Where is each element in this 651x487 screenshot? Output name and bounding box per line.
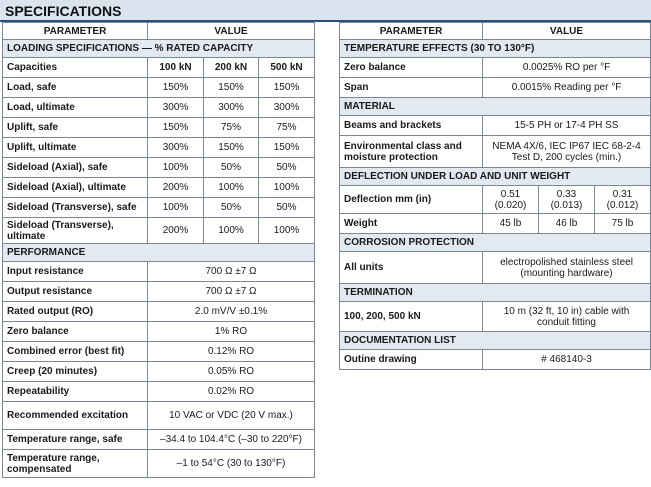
- row-label: Weight: [340, 214, 483, 234]
- page-title: SPECIFICATIONS: [0, 0, 651, 22]
- cell-value: 50%: [259, 158, 315, 178]
- table-row: [3, 58, 315, 78]
- table-row: [3, 262, 315, 282]
- row-label: Sideload (Axial), ultimate: [3, 178, 148, 198]
- row-label: Rated output (RO): [3, 302, 148, 322]
- cell-value: 700 Ω ±7 Ω: [148, 282, 315, 302]
- cell-value: 150%: [148, 78, 204, 98]
- cell-value: electropolished stainless steel (mounting hardware): [483, 252, 651, 284]
- cell-value: 1% RO: [148, 322, 315, 342]
- row-label: Zero balance: [3, 322, 148, 342]
- table-row: [3, 198, 315, 218]
- table-row: [340, 116, 651, 136]
- row-label: 100, 200, 500 kN: [340, 302, 483, 332]
- cell-value: –34.4 to 104.4°C (–30 to 220°F): [148, 430, 315, 450]
- table-row: [340, 186, 651, 214]
- cell-value: 150%: [259, 138, 315, 158]
- table-row: [3, 322, 315, 342]
- cell-value: 2.0 mV/V ±0.1%: [148, 302, 315, 322]
- table-row: [3, 362, 315, 382]
- cell-value: 100%: [148, 158, 204, 178]
- section-row: [3, 244, 315, 262]
- row-label: Output resistance: [3, 282, 148, 302]
- row-label: Uplift, ultimate: [3, 138, 148, 158]
- capacities-label: Capacities: [3, 58, 148, 78]
- table-row: [340, 78, 651, 98]
- cell-value: 50%: [259, 198, 315, 218]
- row-label: Beams and brackets: [340, 116, 483, 136]
- cell-value: 46 lb: [539, 214, 595, 234]
- row-label: Zero balance: [340, 58, 483, 78]
- cell-value: 100%: [259, 178, 315, 198]
- header-parameter: PARAMETER: [3, 23, 148, 40]
- row-label: Combined error (best fit): [3, 342, 148, 362]
- section-material: MATERIAL: [340, 98, 651, 116]
- cell-value: 150%: [204, 78, 259, 98]
- row-label: Deflection mm (in): [340, 186, 483, 214]
- cell-value: 15-5 PH or 17-4 PH SS: [483, 116, 651, 136]
- section-documentation: DOCUMENTATION LIST: [340, 332, 651, 350]
- row-label: Sideload (Transverse), safe: [3, 198, 148, 218]
- table-header-row: [3, 23, 315, 40]
- table-row: [3, 282, 315, 302]
- row-label: Sideload (Transverse), ultimate: [3, 218, 148, 244]
- section-row: [3, 40, 315, 58]
- table-row: [3, 178, 315, 198]
- cell-value: 150%: [204, 138, 259, 158]
- cell-value: 700 Ω ±7 Ω: [148, 262, 315, 282]
- row-label: Recommended excitation: [3, 402, 148, 430]
- header-value: VALUE: [483, 23, 651, 40]
- table-row: [340, 136, 651, 168]
- section-corrosion: CORROSION PROTECTION: [340, 234, 651, 252]
- cell-value: 150%: [148, 118, 204, 138]
- cell-value: NEMA 4X/6, IEC IP67 IEC 68-2-4 Test D, 200 cycles (min.): [483, 136, 651, 168]
- row-label: Load, ultimate: [3, 98, 148, 118]
- table-row: [3, 342, 315, 362]
- capacity-100: 100 kN: [148, 58, 204, 78]
- table-row: [3, 158, 315, 178]
- table-row: [3, 98, 315, 118]
- cell-value: 0.02% RO: [148, 382, 315, 402]
- section-row: [340, 284, 651, 302]
- table-row: [3, 382, 315, 402]
- table-row: [3, 138, 315, 158]
- table-row: [3, 218, 315, 244]
- row-label: Uplift, safe: [3, 118, 148, 138]
- cell-value: 100%: [148, 198, 204, 218]
- section-deflection: DEFLECTION UNDER LOAD AND UNIT WEIGHT: [340, 168, 651, 186]
- cell-value: 300%: [148, 98, 204, 118]
- cell-value: 100%: [204, 218, 259, 244]
- cell-value: 75%: [204, 118, 259, 138]
- cell-value: 300%: [204, 98, 259, 118]
- row-label: All units: [340, 252, 483, 284]
- row-label: Span: [340, 78, 483, 98]
- cell-value: 0.31 (0.012): [595, 186, 651, 214]
- cell-value: 10 m (32 ft, 10 in) cable with conduit fitting: [483, 302, 651, 332]
- table-row: [3, 450, 315, 478]
- row-label: Temperature range, safe: [3, 430, 148, 450]
- cell-value: 150%: [259, 78, 315, 98]
- cell-value: # 468140-3: [483, 350, 651, 370]
- left-spec-table: [2, 22, 315, 478]
- cell-value: 45 lb: [483, 214, 539, 234]
- table-row: [340, 302, 651, 332]
- table-row: [3, 402, 315, 430]
- table-row: [3, 78, 315, 98]
- cell-value: 200%: [148, 218, 204, 244]
- cell-value: 200%: [148, 178, 204, 198]
- section-row: [340, 168, 651, 186]
- cell-value: 75 lb: [595, 214, 651, 234]
- section-temperature-effects: TEMPERATURE EFFECTS (30 TO 130°F): [340, 40, 651, 58]
- section-row: [340, 98, 651, 116]
- header-parameter: PARAMETER: [340, 23, 483, 40]
- table-row: [340, 350, 651, 370]
- section-performance: PERFORMANCE: [3, 244, 315, 262]
- section-termination: TERMINATION: [340, 284, 651, 302]
- cell-value: 0.0015% Reading per °F: [483, 78, 651, 98]
- table-row: [3, 118, 315, 138]
- cell-value: 0.12% RO: [148, 342, 315, 362]
- cell-value: 300%: [148, 138, 204, 158]
- cell-value: 50%: [204, 198, 259, 218]
- table-row: [340, 58, 651, 78]
- right-spec-table: [339, 22, 651, 370]
- cell-value: 100%: [259, 218, 315, 244]
- cell-value: 0.0025% RO per °F: [483, 58, 651, 78]
- row-label: Load, safe: [3, 78, 148, 98]
- row-label: Creep (20 minutes): [3, 362, 148, 382]
- section-row: [340, 332, 651, 350]
- capacity-200: 200 kN: [204, 58, 259, 78]
- table-row: [3, 430, 315, 450]
- row-label: Environmental class and moisture protection: [340, 136, 483, 168]
- cell-value: –1 to 54°C (30 to 130°F): [148, 450, 315, 478]
- cell-value: 10 VAC or VDC (20 V max.): [148, 402, 315, 430]
- row-label: Sideload (Axial), safe: [3, 158, 148, 178]
- cell-value: 100%: [204, 178, 259, 198]
- capacity-500: 500 kN: [259, 58, 315, 78]
- row-label: Repeatability: [3, 382, 148, 402]
- cell-value: 75%: [259, 118, 315, 138]
- section-row: [340, 40, 651, 58]
- table-row: [340, 214, 651, 234]
- table-row: [340, 252, 651, 284]
- cell-value: 300%: [259, 98, 315, 118]
- cell-value: 0.05% RO: [148, 362, 315, 382]
- cell-value: 50%: [204, 158, 259, 178]
- section-loading: LOADING SPECIFICATIONS — % RATED CAPACITY: [3, 40, 315, 58]
- header-value: VALUE: [148, 23, 315, 40]
- row-label: Temperature range, compensated: [3, 450, 148, 478]
- table-header-row: [340, 23, 651, 40]
- row-label: Outine drawing: [340, 350, 483, 370]
- row-label: Input resistance: [3, 262, 148, 282]
- section-row: [340, 234, 651, 252]
- cell-value: 0.51 (0.020): [483, 186, 539, 214]
- table-row: [3, 302, 315, 322]
- cell-value: 0.33 (0.013): [539, 186, 595, 214]
